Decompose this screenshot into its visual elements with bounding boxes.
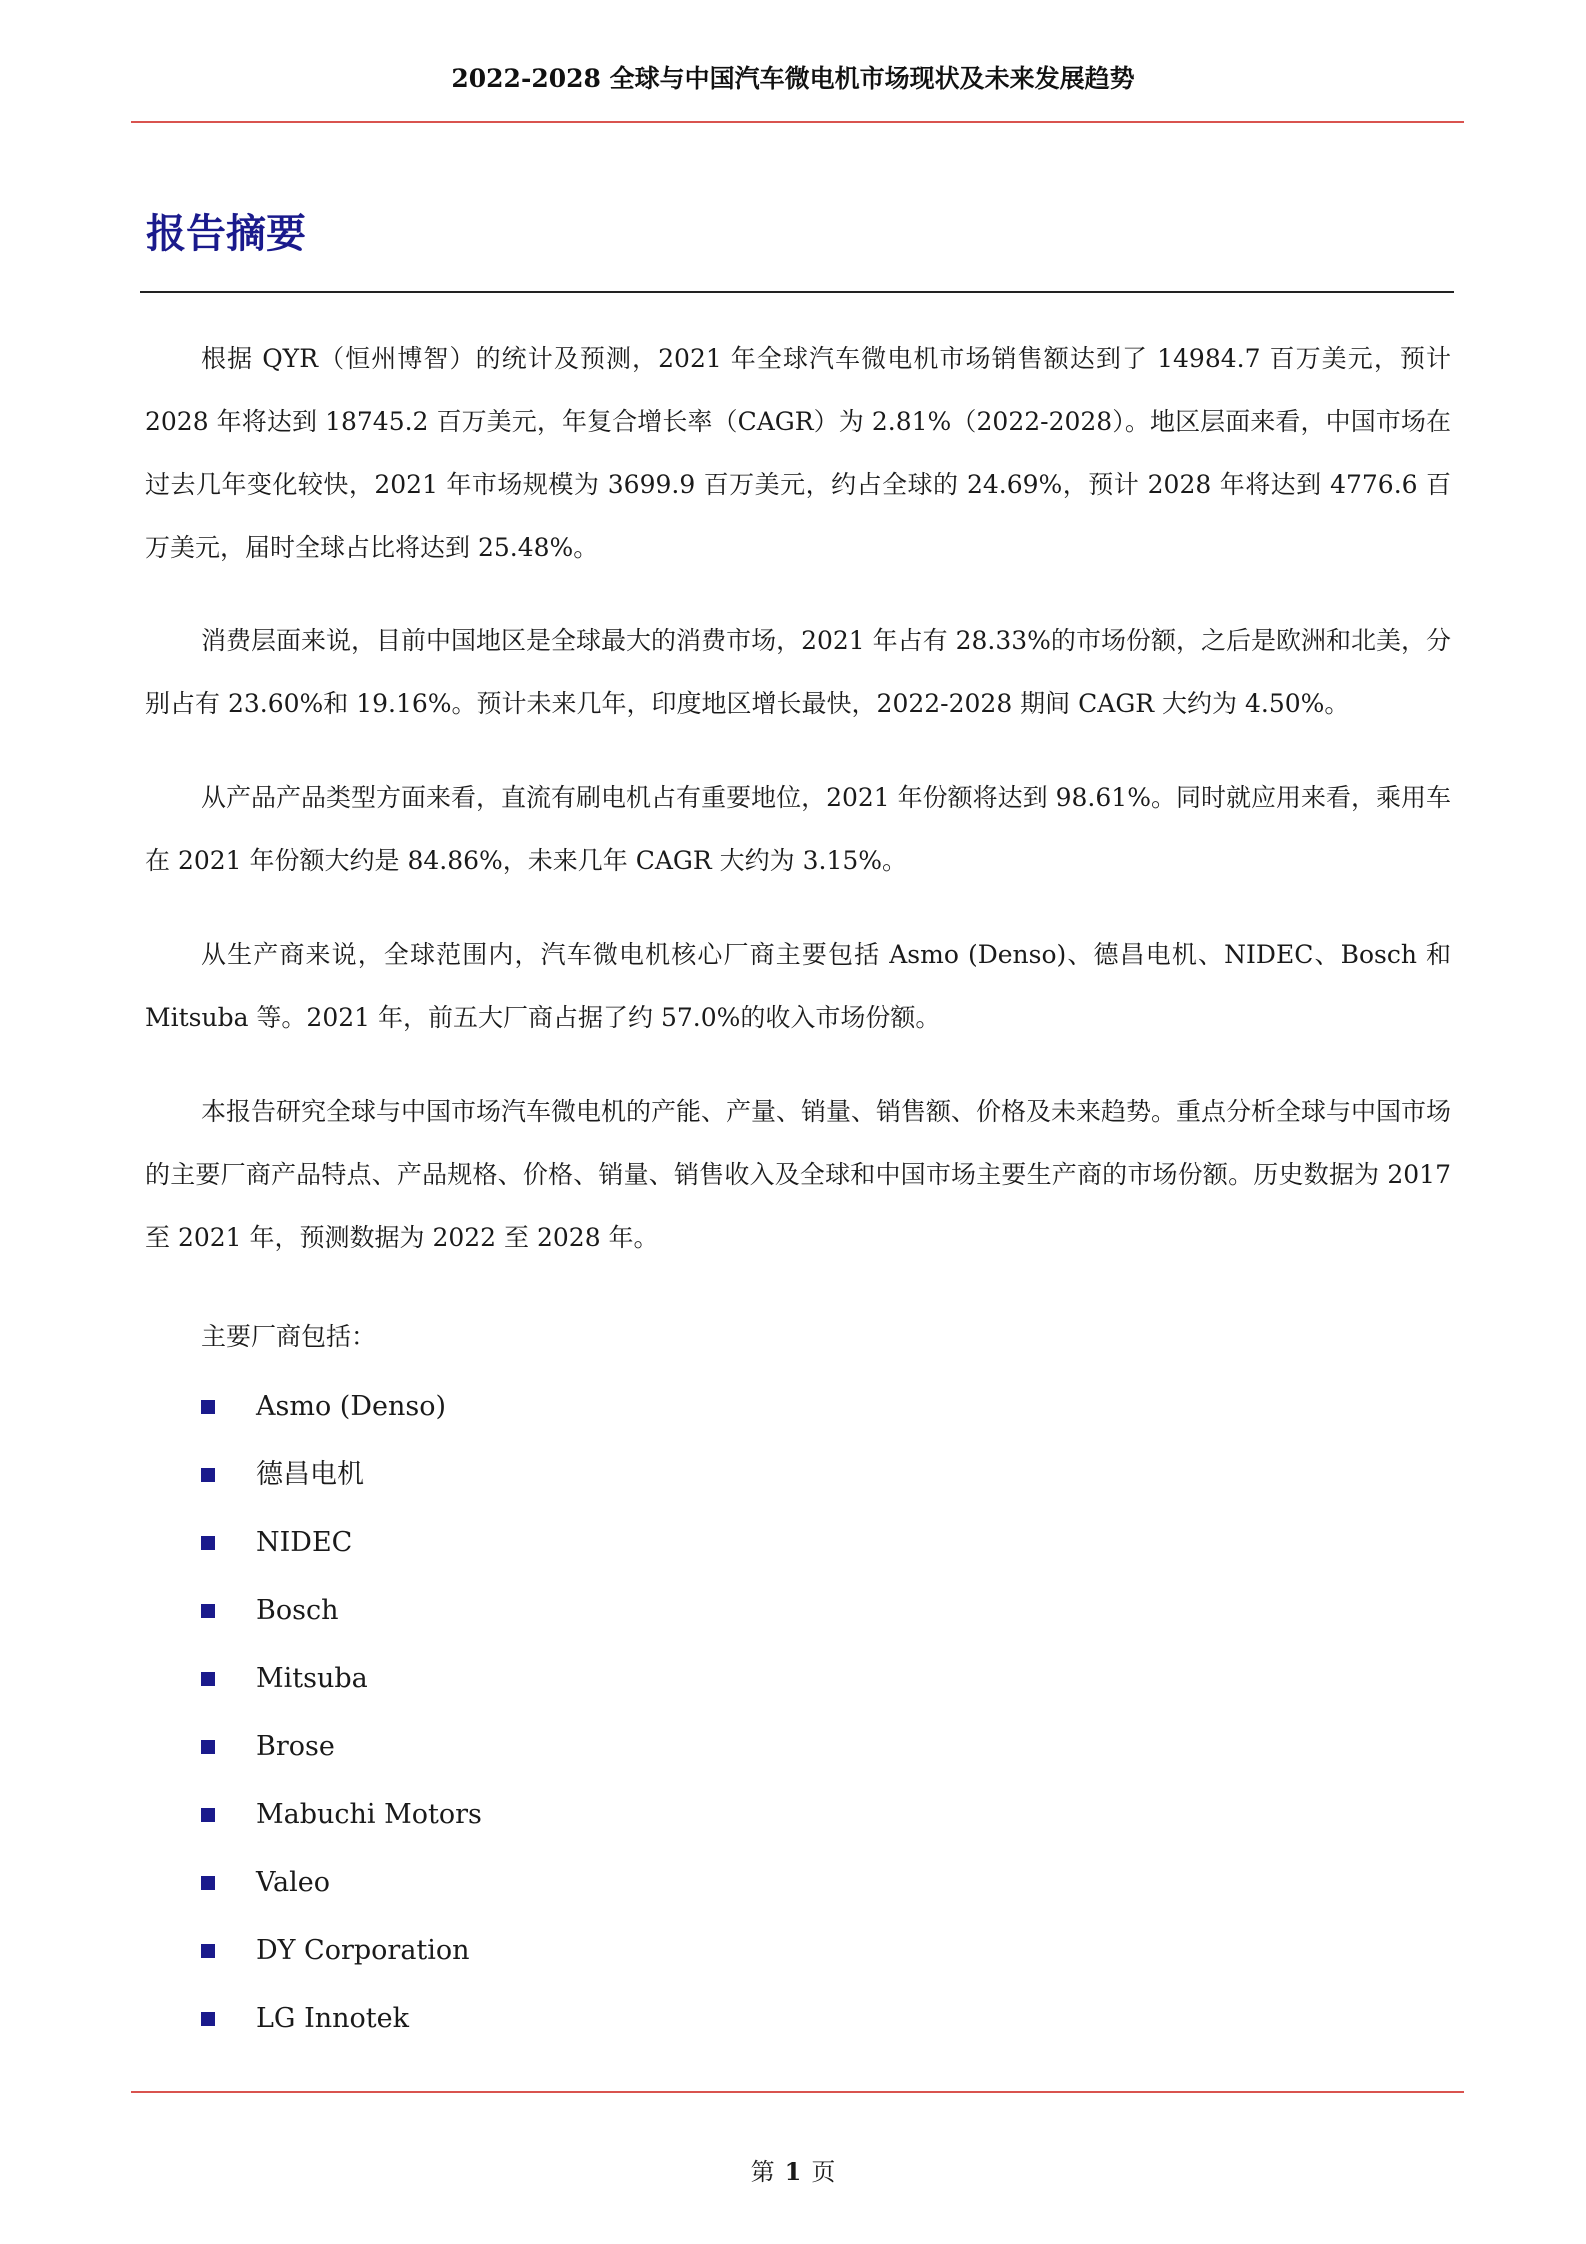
vendor-list — [201, 1373, 482, 2053]
square-bullet-icon — [201, 1604, 215, 1618]
list-item — [201, 1509, 482, 1577]
list-item — [201, 1985, 482, 2053]
list-item — [201, 1373, 482, 1441]
vendor-name: Asmo (Denso) — [256, 1391, 446, 1422]
list-item — [201, 1713, 482, 1781]
page-number-footer — [0, 2155, 1586, 2189]
vendor-name: NIDEC — [256, 1527, 353, 1558]
vendor-name: Valeo — [256, 1867, 330, 1898]
summary-paragraph-consumption: 消费层面来说，目前中国地区是全球最大的消费市场，2021 年占有 28.33%的市场份额，之后是欧洲和北美，分别占有 23.60%和 19.16%。预计未来几年，印度地区增长最快，2022-2028 期间 CAGR 大约为 4.50%。 — [145, 626, 1451, 718]
page-suffix: 页 — [811, 2158, 836, 2186]
list-item — [201, 1849, 482, 1917]
header-divider — [131, 121, 1464, 123]
list-item — [201, 1781, 482, 1849]
summary-paragraph-product-type: 从产品产品类型方面来看，直流有刷电机占有重要地位，2021 年份额将达到 98.61%。同时就应用来看，乘用车在 2021 年份额大约是 84.86%，未来几年 CAGR 大约为 3.15%。 — [145, 783, 1451, 875]
section-heading: 报告摘要 — [146, 211, 306, 257]
document-header-title: 2022-2028 全球与中国汽车微电机市场现状及未来发展趋势 — [451, 64, 1135, 93]
square-bullet-icon — [201, 2012, 215, 2026]
square-bullet-icon — [201, 1808, 215, 1822]
list-item — [201, 1577, 482, 1645]
square-bullet-icon — [201, 1468, 215, 1482]
square-bullet-icon — [201, 1400, 215, 1414]
square-bullet-icon — [201, 1536, 215, 1550]
vendor-name: Mitsuba — [256, 1663, 368, 1694]
vendor-name: LG Innotek — [256, 2003, 409, 2034]
list-item — [201, 1917, 482, 1985]
footer-divider — [131, 2091, 1464, 2093]
vendor-name: 德昌电机 — [256, 1459, 364, 1490]
square-bullet-icon — [201, 1740, 215, 1754]
vendor-name: Bosch — [256, 1595, 339, 1626]
page-prefix: 第 — [750, 2158, 775, 2186]
vendor-name: DY Corporation — [256, 1935, 470, 1966]
summary-paragraph-scope: 本报告研究全球与中国市场汽车微电机的产能、产量、销量、销售额、价格及未来趋势。重点分析全球与中国市场的主要厂商产品特点、产品规格、价格、销量、销售收入及全球和中国市场主要生产商的市场份额。历史数据为 2017 至 2021 年，预测数据为 2022 至 2028 年。 — [145, 1097, 1452, 1252]
vendor-name: Brose — [256, 1731, 335, 1762]
square-bullet-icon — [201, 1672, 215, 1686]
list-item — [201, 1645, 482, 1713]
list-item — [201, 1441, 482, 1509]
square-bullet-icon — [201, 1944, 215, 1958]
vendor-name: Mabuchi Motors — [256, 1799, 482, 1830]
page-number: 1 — [784, 2157, 802, 2186]
vendor-list-label: 主要厂商包括： — [201, 1322, 377, 1351]
summary-paragraph-manufacturers: 从生产商来说，全球范围内，汽车微电机核心厂商主要包括 Asmo (Denso)、德昌电机、NIDEC、Bosch 和 Mitsuba 等。2021 年，前五大厂商占据了约 57.0%的收入市场份额。 — [145, 940, 1451, 1032]
summary-paragraph-market-size: 根据 QYR（恒州博智）的统计及预测，2021 年全球汽车微电机市场销售额达到了 14984.7 百万美元，预计 2028 年将达到 18745.2 百万美元，年复合增长率（CAGR）为 2.81%（2022-2028）。地区层面来看，中国市场在过去几年变化较快，2021 年市场规模为 3699.9 百万美元，约占全球的 24.69%，预计 2028 年将达到 4776.6 百万美元，届时全球占比将达到 25.48%。 — [145, 344, 1451, 562]
square-bullet-icon — [201, 1876, 215, 1890]
heading-underline — [140, 291, 1454, 293]
